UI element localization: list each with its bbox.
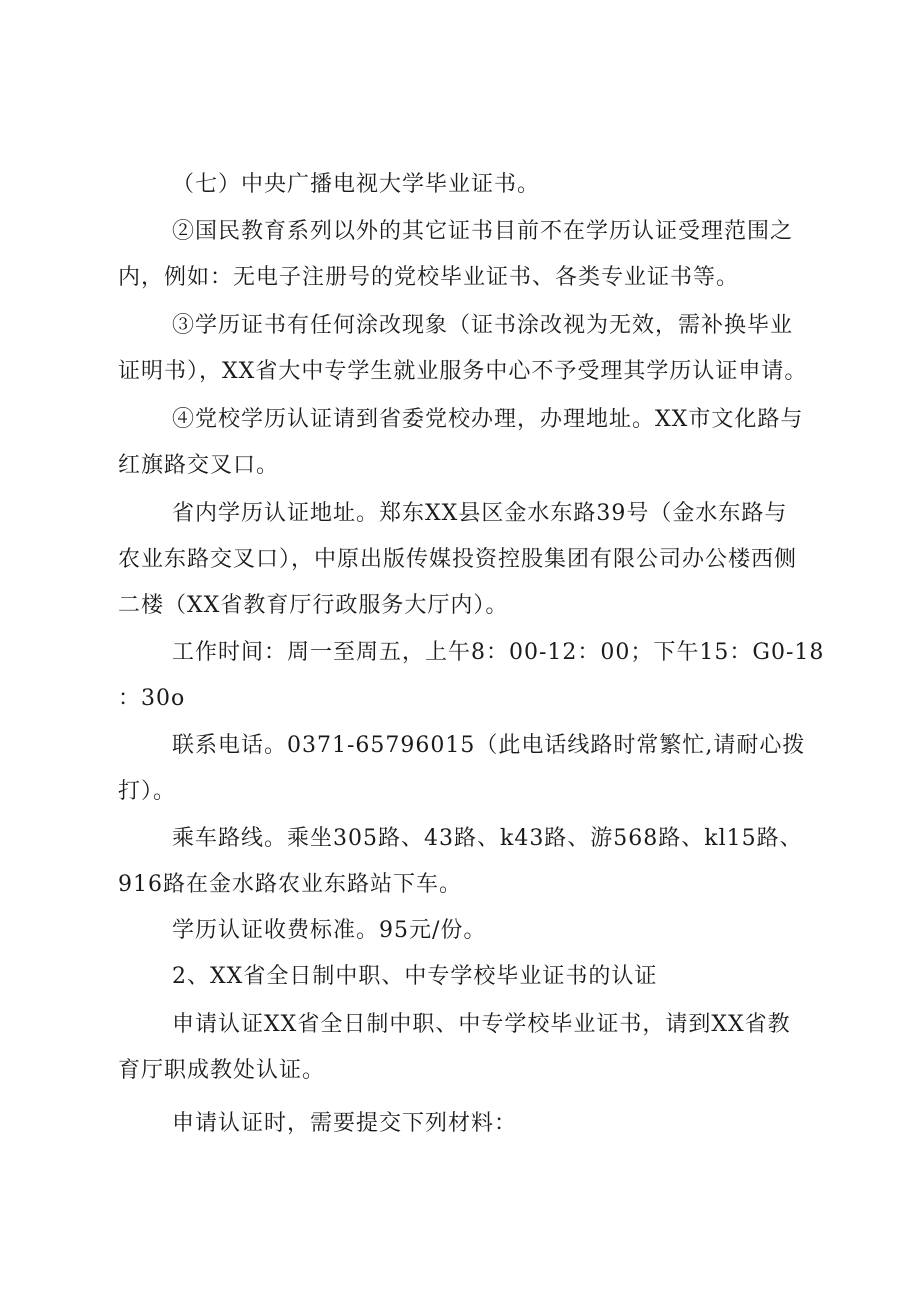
paragraph-line: 乘车路线。乘坐305路、43路、k43路、游568路、kl15路、 <box>172 826 803 851</box>
paragraph-line: 联系电话。0371-65796015（此电话线路时常繁忙,请耐心拨 <box>172 733 806 758</box>
paragraph-line: 916路在金水路农业东路站下车。 <box>118 872 462 897</box>
paragraph-party-school <box>0 397 803 489</box>
paragraph-bus-routes <box>0 816 803 908</box>
paragraph-altered-certificates <box>0 303 807 395</box>
paragraph-contact-phone <box>0 723 805 815</box>
paragraph-required-materials <box>0 1101 517 1147</box>
paragraph-line: （七）中央广播电视大学毕业证书。 <box>172 172 541 197</box>
paragraph-working-hours <box>0 630 824 722</box>
paragraph-line: 育厅职成教处认证。 <box>118 1058 326 1083</box>
paragraph-line: ③学历证书有任何涂改现象（证书涂改视为无效，需补换毕业 <box>172 313 794 338</box>
paragraph-line: 申请认证时，需要提交下列材料： <box>172 1111 518 1136</box>
paragraph-apply-vocational <box>0 1002 791 1094</box>
paragraph-line: 证明书），XX省大中专学生就业服务中心不予受理其学历认证申请。 <box>118 359 808 384</box>
paragraph-line: 省内学历认证地址。郑东XX县区金水东路39号（金水东路与 <box>172 501 788 526</box>
paragraph-line: 打）。 <box>118 779 177 804</box>
paragraph-line: ④党校学历认证请到省委党校办理，办理地址。XX市文化路与 <box>172 407 804 432</box>
paragraph-line: 工作时间：周一至周五，上午8：00-12：00；下午15：G0-18 <box>172 640 825 665</box>
paragraph-provincial-address <box>0 491 797 629</box>
paragraph-line: 内，例如：无电子注册号的党校毕业证书、各类专业证书等。 <box>118 265 740 290</box>
paragraph-non-national-certificates <box>0 209 793 301</box>
paragraph-line: ：30o <box>118 686 186 711</box>
section-heading-vocational-certificates <box>0 954 657 1000</box>
paragraph-line: 红旗路交叉口。 <box>118 453 280 478</box>
paragraph-line: 农业东路交叉口），中原出版传媒投资控股集团有限公司办公楼西侧 <box>118 547 798 572</box>
paragraph-line: ②国民教育系列以外的其它证书目前不在学历认证受理范围之 <box>172 219 794 244</box>
paragraph-line: 申请认证XX省全日制中职、中专学校毕业证书，请到XX省教 <box>172 1012 791 1037</box>
paragraph-line: 学历认证收费标准。95元/份。 <box>172 918 487 943</box>
paragraph-fee-standard <box>0 908 486 954</box>
paragraph-central-tv-university <box>0 162 540 208</box>
paragraph-line: 二楼（XX省教育厅行政服务大厅内）。 <box>118 593 509 618</box>
paragraph-line: 2、XX省全日制中职、中专学校毕业证书的认证 <box>172 964 658 989</box>
